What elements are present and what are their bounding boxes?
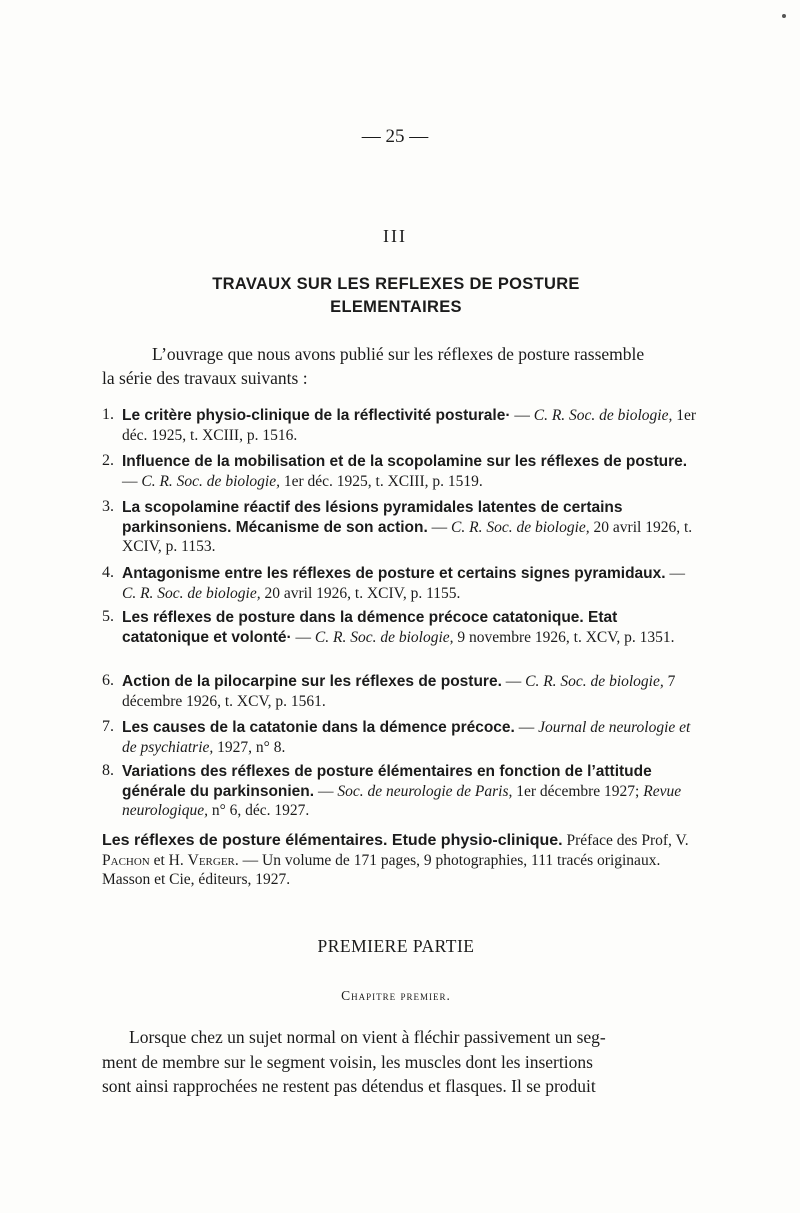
work-title: Antagonisme entre les réflexes de posture et certains signes pyramidaux. xyxy=(122,565,666,582)
work-citation-details: 1er décembre 1927; xyxy=(512,782,640,800)
work-citation: Journal de neurologie et de psychiatrie, xyxy=(122,719,691,756)
intro-paragraph xyxy=(102,342,698,390)
work-citation: C. R. Soc. de biologie, xyxy=(533,407,673,424)
chapter-title: Chapitre premier. xyxy=(341,988,451,1003)
paragraph-line-2: ment de membre sur le segment voisin, les muscles dont les insertions xyxy=(102,1051,593,1072)
work-citation: C. R. Soc. de biologie, xyxy=(141,472,280,490)
book-details: . — Un volume de 171 pages, 9 photographies, 111 tracés originaux. Masson et Cie, éditeurs, 1927. xyxy=(102,851,661,889)
work-title: Influence de la mobilisation et de la scopolamine sur les réflexes de posture. xyxy=(122,453,688,470)
author-verger: Verger xyxy=(187,851,235,869)
work-item: 2. Influence de la mobilisation et de la scopolamine sur les réflexes de posture. — C. R. Soc. de biologie, 1er déc. 1925, t. XCIII, p. 1519. xyxy=(102,452,688,490)
work-title: Action de la pilocarpine sur les réflexes de posture. xyxy=(122,673,502,690)
work-title: Les réflexes de posture dans la démence précoce catatonique. Etat catatonique et volonté· xyxy=(122,609,618,646)
work-item: 4. Antagonisme entre les réflexes de posture et certains signes pyramidaux. — C. R. Soc. de biologie, 20 avril 1926, t. XCIV, p. 1155. xyxy=(102,564,685,602)
work-item: 6. Action de la pilocarpine sur les réflexes de posture. — C. R. Soc. de biologie, 7 décembre 1926, t. XCV, p. 1561. xyxy=(102,672,676,710)
work-title: Les causes de la catatonie dans la démence précoce. xyxy=(122,719,515,736)
scan-speck xyxy=(782,14,786,18)
body-paragraph xyxy=(102,1025,699,1099)
work-citation-details: 1927, n° 8. xyxy=(213,738,286,756)
work-title: La scopolamine réactif des lésions pyramidales latentes de certains parkinsoniens. Mécanisme de son action. xyxy=(122,499,623,536)
book-reference: Les réflexes de posture élémentaires. Etude physio-clinique. Préface des Prof, V. Pachon et H. Verger. — Un volume de 171 pages, 9 photographies, 111 tracés originaux. Masson et Cie, éditeurs, 1927. xyxy=(102,832,689,889)
work-citation: Soc. de neurologie de Paris, xyxy=(337,782,513,800)
work-number: 3. xyxy=(102,498,114,515)
work-citation: C. R. Soc. de biologie, xyxy=(525,673,664,690)
author-pachon: Pachon xyxy=(102,851,150,869)
work-number: 1. xyxy=(102,406,114,423)
work-citation-2: Revue neurologique, xyxy=(122,782,682,820)
work-number: 5. xyxy=(102,608,114,625)
intro-line-2: la série des travaux suivants : xyxy=(102,368,308,388)
section-number: III xyxy=(383,226,407,246)
work-item: 5. Les réflexes de posture dans la démence précoce catatonique. Etat catatonique et volonté· — C. R. Soc. de biologie, 9 novembre 1926, t. XCV, p. 1351. xyxy=(102,608,675,646)
work-citation-details: 20 avril 1926, t. XCIV, p. 1153. xyxy=(122,518,693,556)
work-citation: C. R. Soc. de biologie, xyxy=(122,584,261,602)
work-title: Le critère physio-clinique de la réflectivité posturale· xyxy=(122,407,511,424)
work-number: 6. xyxy=(102,672,114,689)
page-number: — 25 — xyxy=(361,126,429,147)
work-number: 8. xyxy=(102,762,114,779)
work-citation-details-2: n° 6, déc. 1927. xyxy=(207,802,310,820)
work-item: 8. Variations des réflexes de posture élémentaires en fonction de l’attitude générale du parkinsonien. — Soc. de neurologie de Paris, 1er décembre 1927; Revue neurologique, n° 6, déc. 1927. xyxy=(102,762,682,820)
work-item: 3. La scopolamine réactif des lésions pyramidales latentes de certains parkinsoniens. Mécanisme de son action. — C. R. Soc. de biologie, 20 avril 1926, t. XCIV, p. 1153. xyxy=(102,498,693,556)
work-citation-details: 1er déc. 1925, t. XCIII, p. 1519. xyxy=(280,472,483,490)
work-number: 7. xyxy=(102,718,114,735)
intro-line-1: L’ouvrage que nous avons publié sur les réflexes de posture rassemble xyxy=(152,344,645,364)
work-citation-details: 9 novembre 1926, t. XCV, p. 1351. xyxy=(453,628,675,646)
work-citation-details: 1er déc. 1925, t. XCIII, p. 1516. xyxy=(122,407,697,444)
work-citation: C. R. Soc. de biologie, xyxy=(451,518,590,536)
book-title: Les réflexes de posture élémentaires. Etude physio-clinique. xyxy=(102,832,563,849)
section-title-line-1: TRAVAUX SUR LES REFLEXES DE POSTURE xyxy=(212,275,580,293)
work-item: 1. Le critère physio-clinique de la réflectivité posturale· — C. R. Soc. de biologie, 1er déc. 1925, t. XCIII, p. 1516. xyxy=(102,406,697,444)
work-item: 7. Les causes de la catatonie dans la démence précoce. — Journal de neurologie et de psychiatrie, 1927, n° 8. xyxy=(102,718,691,756)
section-title-line-2: ELEMENTAIRES xyxy=(330,298,462,316)
work-number: 4. xyxy=(102,564,114,581)
part-title: PREMIERE PARTIE xyxy=(317,936,475,956)
paragraph-line-1: Lorsque chez un sujet normal on vient à fléchir passivement un seg- xyxy=(129,1027,606,1047)
section-title xyxy=(0,273,792,319)
work-citation-details: 7 décembre 1926, t. XCV, p. 1561. xyxy=(122,673,676,710)
work-title: Variations des réflexes de posture élémentaires en fonction de l’attitude générale du parkinsonien. xyxy=(122,763,652,800)
work-citation: C. R. Soc. de biologie, xyxy=(314,628,454,646)
work-citation-details: 20 avril 1926, t. XCIV, p. 1155. xyxy=(260,584,461,602)
paragraph-line-3: sont ainsi rapprochées ne restent pas détendus et flasques. Il se produit xyxy=(102,1076,596,1096)
work-number: 2. xyxy=(102,452,114,469)
